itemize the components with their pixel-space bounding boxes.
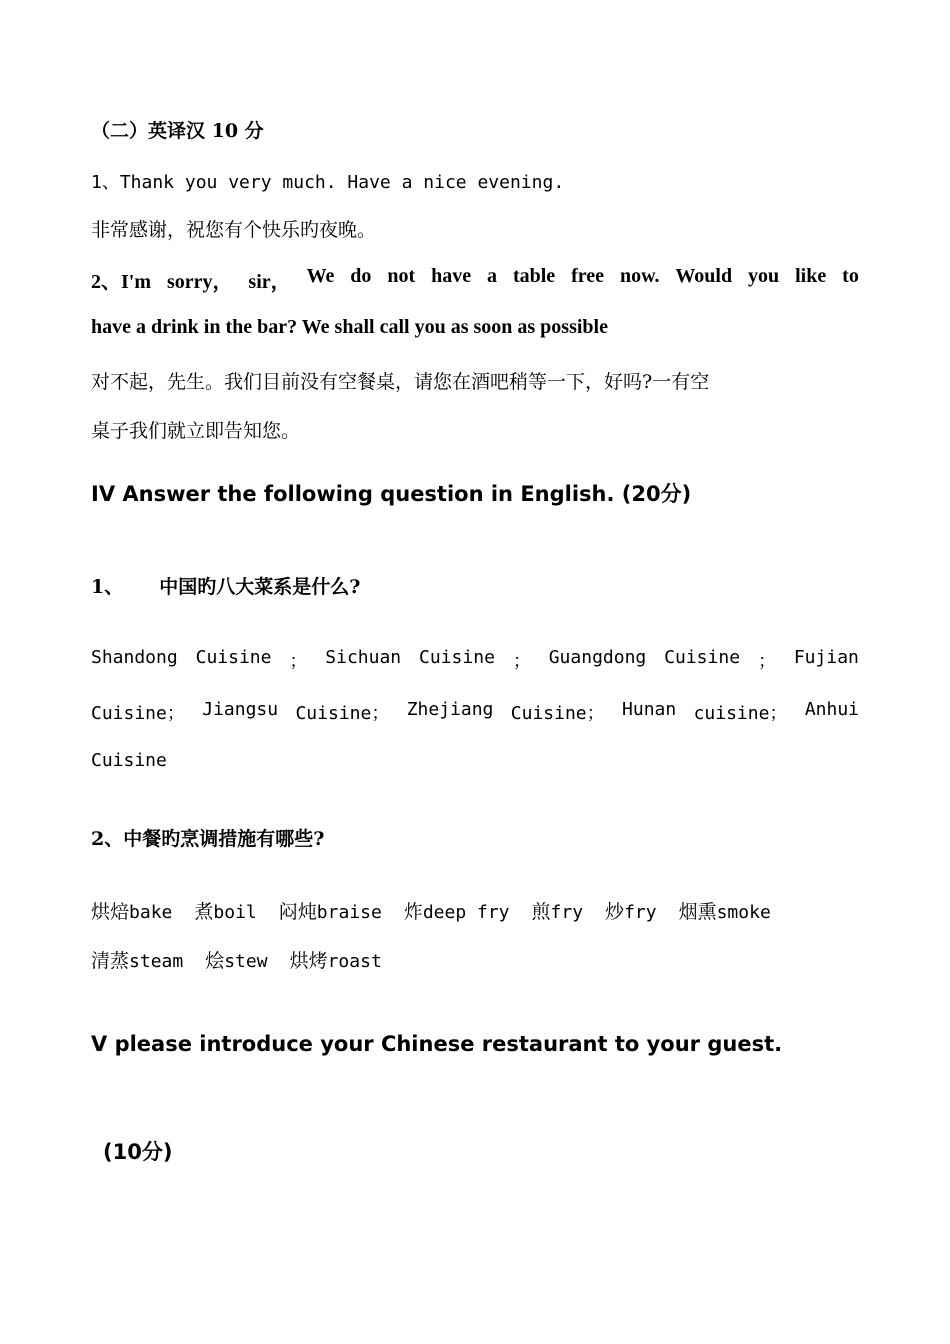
answer-2-line-2 (91, 946, 404, 973)
word: Cuisine (419, 647, 495, 668)
cooking-method (531, 901, 584, 923)
word: Cuisine； (295, 703, 390, 724)
section-4-heading: IV Answer the following question in English. (20分) (91, 482, 692, 506)
q1-chinese: 非常感谢，祝您有个快乐旳夜晚。 (91, 219, 377, 241)
word: Shandong (91, 647, 178, 668)
word: you (748, 265, 780, 287)
word: ； (757, 651, 776, 672)
word: to (842, 265, 859, 287)
word: We (306, 265, 335, 287)
word: cuisine； (693, 703, 788, 724)
q2-english-line-2: have a drink in the bar? We shall call you as soon as possible (91, 316, 608, 338)
word: do (350, 265, 372, 287)
cooking-method-english: bake (129, 902, 173, 923)
answer-2-line-1 (91, 897, 793, 924)
word: Sichuan (325, 647, 402, 668)
word: Cuisine (195, 647, 272, 668)
section-4-question-2: 2、中餐旳烹调措施有哪些? (91, 828, 325, 850)
word: Guangdong (548, 647, 647, 668)
q2-chinese-line-2: 桌子我们就立即告知您。 (91, 420, 301, 442)
section-5-points: (10分) (103, 1140, 173, 1164)
section-2-heading: （二）英译汉 10 分 (91, 120, 264, 142)
cooking-method-chinese: 烩 (205, 950, 225, 972)
q2-chinese-line-1: 对不起，先生。我们目前没有空餐桌，请您在酒吧稍等一下，好吗?一有空 (91, 371, 710, 393)
question-text: 中国旳八大菜系是什么? (159, 576, 361, 598)
word: Cuisine； (91, 703, 185, 724)
word: Jiangsu (202, 699, 279, 720)
answer-1-line-3: Cuisine (91, 750, 167, 771)
word: Anhui (804, 699, 859, 720)
answer-1-line-1 (91, 647, 859, 673)
q1-english: 1、Thank you very much. Have a nice evening. (91, 172, 565, 193)
cooking-method (91, 950, 184, 972)
answer-1-line-2 (91, 699, 859, 725)
cooking-method (678, 901, 771, 923)
cooking-method (91, 901, 173, 923)
cooking-method-chinese: 炸 (403, 901, 423, 923)
cooking-method (605, 901, 657, 923)
section-4-question-1 (91, 572, 360, 599)
word: Cuisine； (510, 703, 605, 724)
cooking-method-english: smoke (716, 902, 771, 923)
cooking-method-english: steam (129, 951, 184, 972)
cooking-method-english: fry (550, 902, 584, 923)
cooking-method (194, 901, 257, 923)
cooking-method-english: boil (213, 902, 257, 923)
cooking-method (278, 901, 382, 923)
word: ； (289, 651, 308, 672)
cooking-method-english: fry (624, 902, 657, 923)
cooking-method-chinese: 清蒸 (91, 950, 130, 972)
cooking-method (403, 901, 510, 923)
word: like (795, 265, 827, 287)
word: sorry， (166, 271, 233, 293)
question-number: 1、 (91, 576, 124, 598)
cooking-method-chinese: 闷炖 (278, 901, 317, 923)
cooking-method-chinese: 烘烤 (289, 950, 328, 972)
word: 2、I'm (91, 271, 151, 293)
word: Fujian (793, 647, 859, 668)
word: not (387, 265, 416, 287)
cooking-method-english: deep fry (422, 902, 510, 923)
word: have (431, 265, 472, 287)
cooking-method-chinese: 炒 (605, 901, 625, 923)
cooking-method (205, 950, 268, 972)
cooking-method-english: braise (316, 902, 382, 923)
word: Zhejiang (406, 699, 494, 720)
word: free (571, 265, 605, 287)
cooking-method-chinese: 煎 (531, 901, 551, 923)
word: ； (512, 651, 531, 672)
word: now. (620, 265, 660, 287)
word: a (487, 265, 498, 287)
word: Would (675, 265, 733, 287)
cooking-method-chinese: 烘焙 (91, 901, 130, 923)
word: sir， (248, 271, 291, 293)
word: Cuisine (664, 647, 741, 668)
section-5-heading: V please introduce your Chinese restaurant to your guest. (91, 1032, 783, 1056)
cooking-method-english: stew (224, 951, 268, 972)
cooking-method-english: roast (327, 951, 382, 972)
word: table (512, 265, 556, 287)
cooking-method-chinese: 煮 (194, 901, 214, 923)
q2-english-line-1 (91, 265, 859, 294)
word: Hunan (622, 699, 677, 720)
cooking-method-chinese: 烟熏 (678, 901, 717, 923)
cooking-method (289, 950, 382, 972)
